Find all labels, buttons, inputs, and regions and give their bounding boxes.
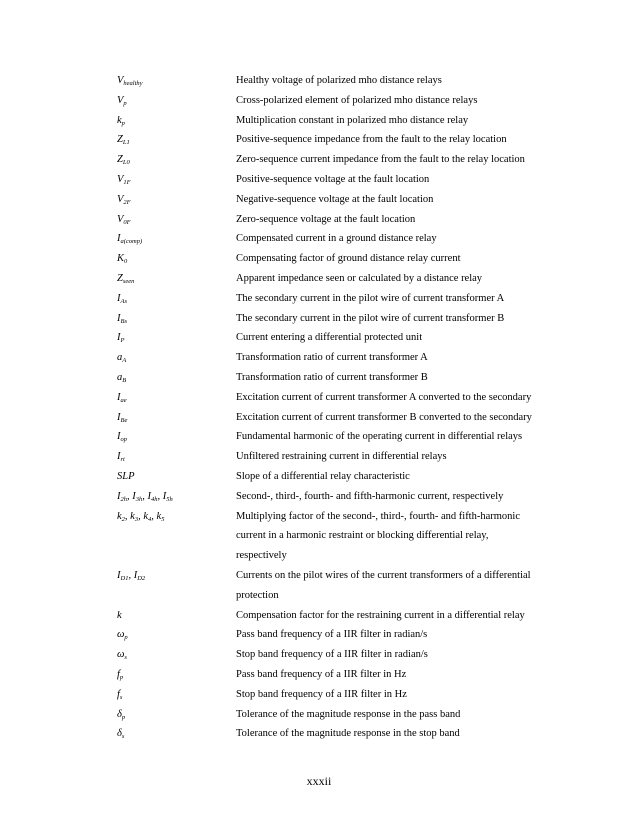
symbol	[117, 131, 130, 150]
symbol-description: Stop band frequency of a IIR filter in radian/s	[236, 649, 428, 661]
symbol-base: V	[117, 174, 124, 185]
symbol	[117, 488, 173, 507]
symbol-base: V	[117, 94, 124, 106]
symbol-base: a	[117, 352, 123, 364]
symbol-subscript: L0	[122, 159, 130, 167]
nomenclature-row	[0, 112, 638, 132]
symbol-base: V	[117, 213, 124, 225]
symbol	[117, 409, 127, 428]
symbol-base: V	[117, 75, 124, 86]
symbol	[117, 626, 128, 645]
symbol-description: Multiplication constant in polarized mho distance relay	[236, 114, 469, 126]
nomenclature-row	[0, 290, 638, 310]
symbol-base: I	[117, 292, 121, 304]
symbol-description: Compensation factor for the restraining current in a differential relay	[236, 609, 525, 621]
nomenclature-row	[0, 626, 638, 646]
symbol-subscript: D1	[120, 575, 129, 582]
nomenclature-row	[0, 468, 638, 488]
symbol-description: respectively	[236, 550, 287, 562]
symbol-base: Z	[117, 134, 123, 146]
symbol-subscript: 4	[148, 515, 152, 523]
symbol	[117, 686, 122, 705]
nomenclature-row	[0, 488, 638, 508]
symbol-description: Transformation ratio of current transformer B	[236, 372, 428, 383]
symbol-base: V	[117, 193, 124, 205]
symbol-base: I	[117, 411, 121, 423]
symbol-subscript: 2	[121, 515, 125, 523]
symbol-description: Compensated current in a ground distance relay	[236, 233, 437, 245]
nomenclature-row	[0, 171, 638, 191]
symbol-description: Stop band frequency of a IIR filter in Hz	[236, 688, 407, 700]
symbol-base: f	[117, 688, 120, 700]
symbol-description: Slope of a differential relay characteristic	[236, 471, 410, 482]
symbol	[117, 191, 131, 210]
symbol-description: Compensating factor of ground distance relay current	[236, 253, 461, 265]
symbol-subscript: 2F	[123, 198, 131, 206]
page-number: xxxii	[306, 774, 332, 788]
symbol-description: The secondary current in the pilot wire of current transformer B	[236, 312, 505, 324]
symbol-subscript: healthy	[123, 80, 143, 87]
symbol-subscript: 2h	[120, 495, 127, 503]
symbol-description: Zero-sequence voltage at the fault location	[236, 213, 416, 225]
nomenclature-row	[0, 607, 638, 627]
symbol-subscript: 4h	[151, 495, 158, 503]
symbol	[117, 230, 142, 249]
nomenclature-row	[0, 211, 638, 231]
symbol-description: Tolerance of the magnitude response in the pass band	[236, 708, 461, 720]
symbol	[117, 270, 134, 289]
symbol-base: I	[117, 490, 121, 502]
nomenclature-row	[0, 448, 638, 468]
symbol	[117, 607, 122, 625]
symbol-base: I	[117, 332, 121, 344]
symbol-subscript: a(comp)	[120, 238, 143, 246]
nomenclature-row	[0, 92, 638, 112]
symbol-base: , I	[142, 490, 151, 502]
symbol-base: f	[117, 669, 120, 680]
nomenclature-row	[0, 508, 638, 567]
nomenclature-row	[0, 428, 638, 448]
nomenclature-row	[0, 250, 638, 270]
nomenclature-row	[0, 72, 638, 92]
nomenclature-row	[0, 270, 638, 290]
symbol-description: Zero-sequence current impedance from the fault to the relay location	[236, 154, 525, 166]
symbol	[117, 211, 131, 230]
symbol-base: k	[117, 510, 122, 522]
symbol-subscript: p	[123, 99, 127, 107]
symbol	[117, 369, 126, 388]
symbol	[117, 171, 131, 190]
symbol-subscript: 0	[124, 258, 128, 266]
nomenclature-row	[0, 310, 638, 330]
symbol-description: Positive-sequence impedance from the fault to the relay location	[236, 134, 507, 146]
symbol-subscript: Be	[120, 416, 128, 424]
nomenclature-row	[0, 389, 638, 409]
symbol-description: Excitation current of current transformer B converted to the secondary	[236, 411, 532, 423]
symbol-subscript: 3h	[135, 495, 143, 503]
symbol-base: , I	[127, 490, 136, 502]
symbol-subscript: p	[124, 634, 128, 642]
symbol-subscript: As	[120, 297, 127, 305]
symbol-base: ω	[117, 629, 125, 641]
symbol-subscript: Bs	[120, 317, 127, 325]
symbol-description: Positive-sequence voltage at the fault location	[236, 174, 430, 185]
nomenclature-row	[0, 151, 638, 171]
symbol	[117, 725, 124, 744]
symbol	[117, 646, 127, 665]
symbol-description: Unfiltered restraining current in differential relays	[236, 451, 447, 463]
symbol	[117, 290, 127, 309]
symbol-subscript: ae	[120, 396, 127, 404]
symbol-description: Fundamental harmonic of the operating current in differential relays	[236, 431, 523, 443]
symbol	[117, 468, 135, 486]
symbol-base: k	[117, 114, 122, 126]
nomenclature-row	[0, 329, 638, 349]
symbol-description: Cross-polarized element of polarized mho distance relays	[236, 94, 478, 106]
nomenclature-row	[0, 686, 638, 706]
nomenclature-row	[0, 567, 638, 607]
symbol-subscript: p	[121, 119, 125, 127]
symbol-subscript: D2	[137, 575, 146, 582]
symbol-description: Negative-sequence voltage at the fault location	[236, 193, 434, 205]
symbol	[117, 567, 145, 586]
symbol-subscript: B	[122, 377, 127, 384]
symbol-subscript: L1	[122, 139, 130, 147]
nomenclature-row	[0, 131, 638, 151]
symbol-base: Z	[117, 154, 123, 166]
symbol	[117, 508, 164, 527]
symbol-description: Healthy voltage of polarized mho distance relays	[236, 75, 442, 86]
nomenclature-row	[0, 369, 638, 389]
nomenclature-row	[0, 409, 638, 429]
symbol-subscript: rt	[120, 456, 125, 464]
symbol-base: , I	[157, 490, 167, 502]
symbol-subscript: p	[121, 713, 126, 721]
symbol-subscript: P	[120, 337, 125, 345]
symbol	[117, 706, 125, 725]
symbol-base: , k	[138, 510, 149, 522]
symbol-base: SLP	[117, 471, 135, 482]
symbol	[117, 329, 124, 348]
symbol-base: k	[117, 609, 122, 621]
symbol	[117, 72, 143, 91]
symbol-subscript: s	[119, 693, 123, 701]
symbol-base: I	[117, 570, 121, 581]
symbol-base: K	[117, 253, 125, 265]
symbol-base: δ	[117, 708, 122, 720]
symbol	[117, 666, 123, 685]
symbol-base: , k	[151, 510, 162, 522]
symbol-description: current in a harmonic restraint or blocking differential relay,	[236, 530, 489, 542]
symbol-subscript: op	[120, 436, 127, 444]
symbol	[117, 389, 127, 408]
symbol	[117, 310, 127, 329]
symbol-base: , k	[124, 510, 135, 522]
symbol-description: Second-, third-, fourth- and fifth-harmonic current, respectively	[236, 490, 504, 502]
symbol-description: Currents on the pilot wires of the current transformers of a differential	[236, 570, 531, 581]
symbol-subscript: 5	[161, 515, 165, 523]
symbol-description: Pass band frequency of a IIR filter in Hz	[236, 669, 407, 680]
symbol-base: Z	[117, 273, 123, 284]
symbol-base: ω	[117, 649, 125, 661]
symbol	[117, 448, 125, 467]
symbol	[117, 349, 126, 368]
symbol-description: Pass band frequency of a IIR filter in radian/s	[236, 629, 428, 641]
symbol-subscript: A	[122, 357, 127, 365]
symbol-description: protection	[236, 589, 279, 601]
symbol-description: Excitation current of current transformer A converted to the secondary	[236, 391, 532, 403]
symbol-subscript: 1F	[123, 179, 131, 186]
symbol-subscript: 0F	[123, 218, 131, 226]
symbol-base: I	[117, 312, 121, 324]
symbol-description: Transformation ratio of current transformer A	[236, 352, 428, 364]
symbol-subscript: 3	[134, 515, 139, 523]
symbol-base: I	[117, 233, 121, 245]
nomenclature-row	[0, 191, 638, 211]
nomenclature-row	[0, 230, 638, 250]
symbol-description: Tolerance of the magnitude response in the stop band	[236, 728, 460, 740]
nomenclature-row	[0, 349, 638, 369]
symbol-base: I	[117, 391, 121, 403]
symbol-subscript: s	[124, 654, 127, 662]
symbol	[117, 112, 125, 131]
nomenclature-row	[0, 725, 638, 745]
nomenclature-row	[0, 706, 638, 726]
symbol	[117, 92, 127, 111]
nomenclature-row	[0, 666, 638, 686]
symbol-description: Current entering a differential protected unit	[236, 332, 423, 344]
symbol-subscript: 5h	[166, 495, 173, 503]
symbol	[117, 250, 127, 269]
symbol-base: , I	[128, 570, 138, 581]
symbol-subscript: p	[119, 674, 124, 681]
symbol-subscript: s	[121, 733, 125, 741]
symbol-base: a	[117, 372, 123, 383]
symbol-subscript: seen	[122, 278, 135, 285]
symbol-base: I	[117, 431, 121, 443]
nomenclature-row	[0, 646, 638, 666]
symbol-description: Multiplying factor of the second-, third-, fourth- and fifth-harmonic	[236, 510, 521, 522]
symbol-base: I	[117, 451, 121, 463]
symbol-description: The secondary current in the pilot wire of current transformer A	[236, 292, 505, 304]
symbol	[117, 428, 127, 447]
symbol-description: Apparent impedance seen or calculated by a distance relay	[236, 273, 483, 284]
symbol	[117, 151, 130, 170]
symbol-base: δ	[117, 728, 122, 740]
